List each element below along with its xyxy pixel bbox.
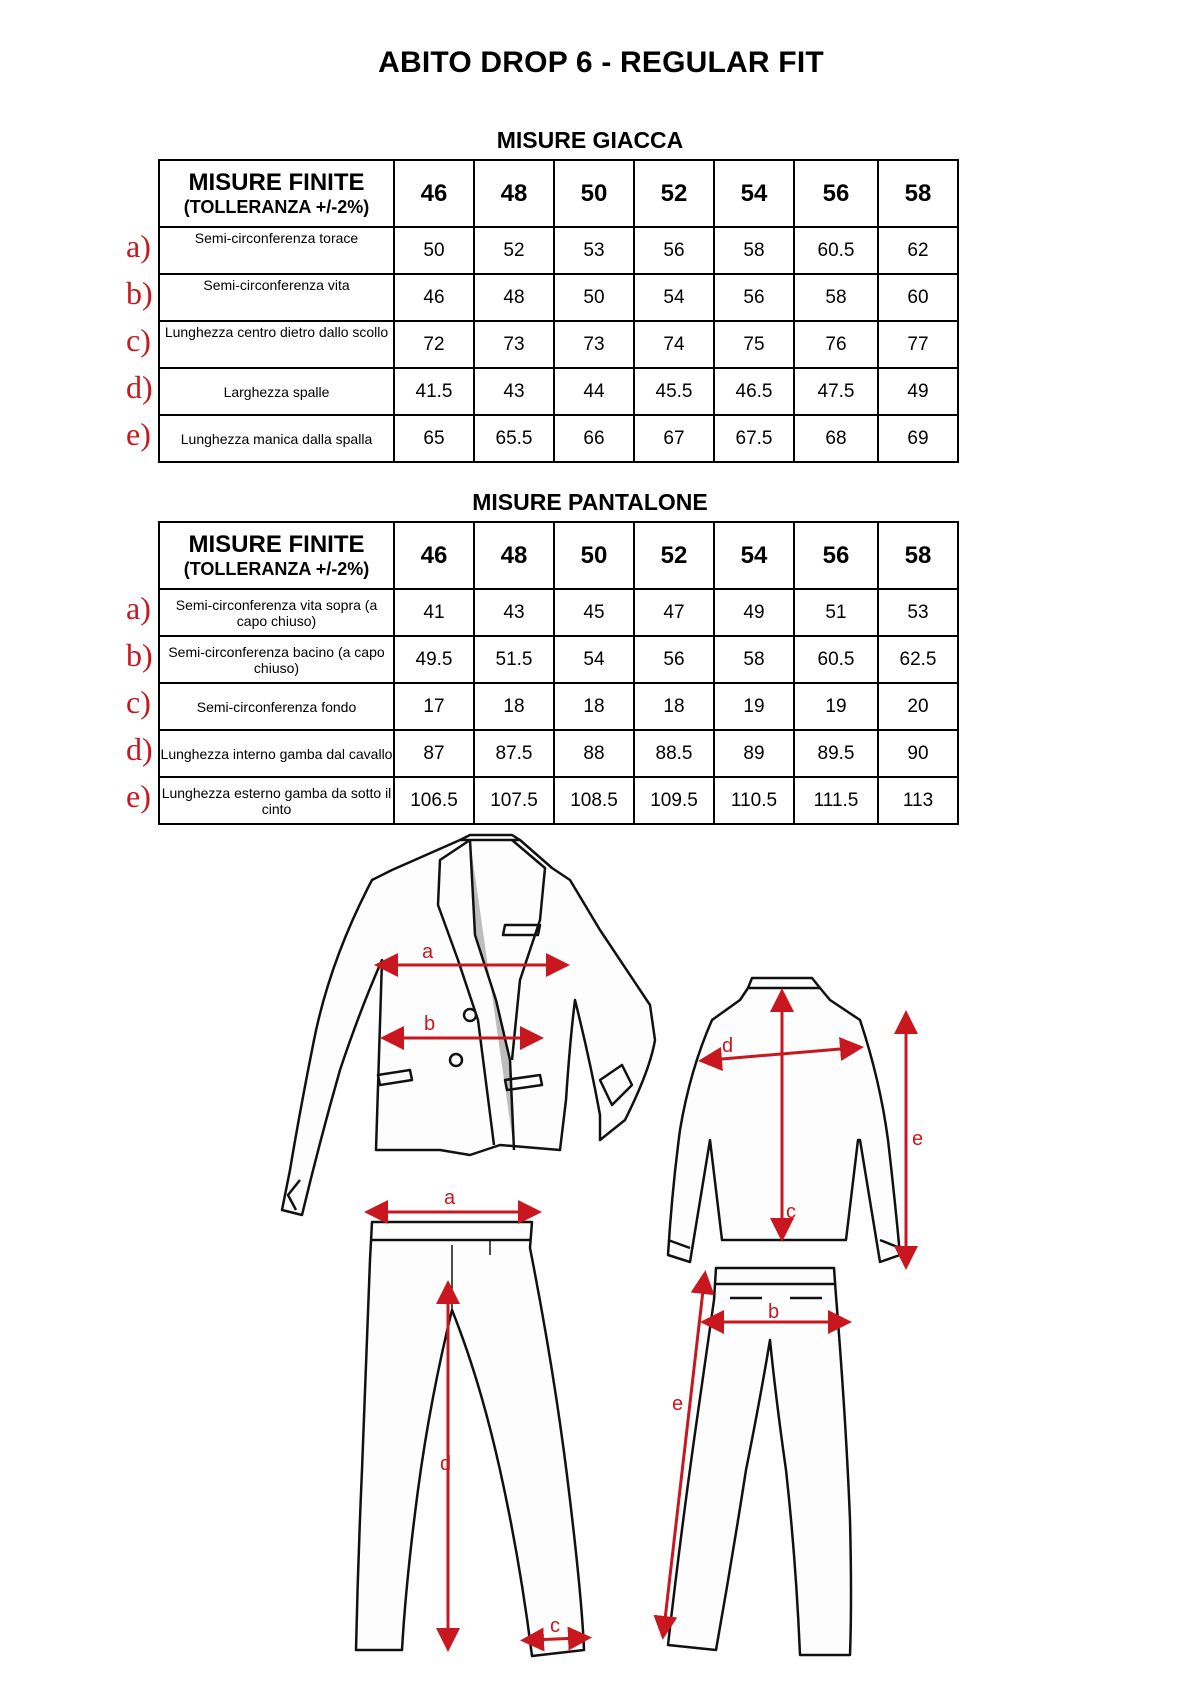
measurement-label: Lunghezza centro dietro dallo scollo bbox=[159, 321, 394, 368]
measurement-label: Lunghezza esterno gamba da sotto il cinto bbox=[159, 777, 394, 824]
size-header: 52 bbox=[634, 522, 714, 589]
value-cell: 62.5 bbox=[878, 636, 958, 683]
measurement-label: Semi-circonferenza vita sopra (a capo chiuso) bbox=[159, 589, 394, 636]
value-cell: 51.5 bbox=[474, 636, 554, 683]
value-cell: 87 bbox=[394, 730, 474, 777]
value-cell: 65.5 bbox=[474, 415, 554, 462]
measurement-label: Semi-circonferenza torace bbox=[159, 227, 394, 274]
value-cell: 43 bbox=[474, 589, 554, 636]
value-cell: 19 bbox=[714, 683, 794, 730]
size-header: 56 bbox=[794, 522, 878, 589]
value-cell: 110.5 bbox=[714, 777, 794, 824]
value-cell: 77 bbox=[878, 321, 958, 368]
value-cell: 49 bbox=[714, 589, 794, 636]
size-header: 46 bbox=[394, 522, 474, 589]
value-cell: 60 bbox=[878, 274, 958, 321]
value-cell: 49 bbox=[878, 368, 958, 415]
value-cell: 73 bbox=[554, 321, 634, 368]
value-cell: 41.5 bbox=[394, 368, 474, 415]
size-header: 54 bbox=[714, 160, 794, 227]
value-cell: 109.5 bbox=[634, 777, 714, 824]
trousers-front-sketch bbox=[356, 1222, 584, 1656]
value-cell: 20 bbox=[878, 683, 958, 730]
value-cell: 48 bbox=[474, 274, 554, 321]
header-tolerance: (TOLLERANZA +/-2%) bbox=[183, 558, 370, 579]
size-header: 52 bbox=[634, 160, 714, 227]
value-cell: 47 bbox=[634, 589, 714, 636]
value-cell: 18 bbox=[474, 683, 554, 730]
value-cell: 73 bbox=[474, 321, 554, 368]
document-title: ABITO DROP 6 - REGULAR FIT bbox=[378, 46, 824, 79]
value-cell: 45 bbox=[554, 589, 634, 636]
value-cell: 108.5 bbox=[554, 777, 634, 824]
measurement-label: Semi-circonferenza fondo bbox=[159, 683, 394, 730]
measurement-label: Semi-circonferenza bacino (a capo chiuso) bbox=[159, 636, 394, 683]
size-header: 48 bbox=[474, 522, 554, 589]
value-cell: 113 bbox=[878, 777, 958, 824]
header-tolerance: (TOLLERANZA +/-2%) bbox=[183, 196, 370, 217]
value-cell: 66 bbox=[554, 415, 634, 462]
trousers-section-title: MISURE PANTALONE bbox=[472, 489, 708, 515]
trousers-back-sketch bbox=[668, 1268, 851, 1655]
value-cell: 106.5 bbox=[394, 777, 474, 824]
measure-label-c: c bbox=[786, 1201, 796, 1223]
value-cell: 41 bbox=[394, 589, 474, 636]
value-cell: 45.5 bbox=[634, 368, 714, 415]
measure-label-c: c bbox=[550, 1615, 560, 1637]
value-cell: 52 bbox=[474, 227, 554, 274]
value-cell: 88 bbox=[554, 730, 634, 777]
value-cell: 72 bbox=[394, 321, 474, 368]
row-marker-c: c) bbox=[126, 684, 151, 720]
value-cell: 111.5 bbox=[794, 777, 878, 824]
jacket-section-title: MISURE GIACCA bbox=[496, 127, 684, 153]
value-cell: 17 bbox=[394, 683, 474, 730]
size-header: 48 bbox=[474, 160, 554, 227]
header-main: MISURE FINITE bbox=[188, 168, 365, 196]
row-marker-b: b) bbox=[126, 637, 153, 673]
measure-label-e: e bbox=[672, 1393, 684, 1415]
value-cell: 58 bbox=[794, 274, 878, 321]
value-cell: 47.5 bbox=[794, 368, 878, 415]
row-marker-d: d) bbox=[126, 369, 153, 405]
size-header: 54 bbox=[714, 522, 794, 589]
value-cell: 58 bbox=[714, 227, 794, 274]
value-cell: 88.5 bbox=[634, 730, 714, 777]
row-marker-a: a) bbox=[126, 228, 151, 264]
row-marker-e: e) bbox=[126, 778, 151, 814]
header-main: MISURE FINITE bbox=[188, 530, 365, 558]
value-cell: 56 bbox=[714, 274, 794, 321]
value-cell: 46.5 bbox=[714, 368, 794, 415]
value-cell: 18 bbox=[554, 683, 634, 730]
measure-label-b: b bbox=[768, 1301, 780, 1323]
size-header: 46 bbox=[394, 160, 474, 227]
value-cell: 107.5 bbox=[474, 777, 554, 824]
measure-label-d: d bbox=[722, 1035, 734, 1057]
measurement-label: Larghezza spalle bbox=[159, 368, 394, 415]
value-cell: 53 bbox=[878, 589, 958, 636]
size-header: 56 bbox=[794, 160, 878, 227]
value-cell: 56 bbox=[634, 227, 714, 274]
value-cell: 60.5 bbox=[794, 227, 878, 274]
value-cell: 19 bbox=[794, 683, 878, 730]
measure-label-d: d bbox=[440, 1453, 452, 1475]
jacket-back-sketch bbox=[668, 978, 900, 1262]
value-cell: 69 bbox=[878, 415, 958, 462]
measure-label-a: a bbox=[422, 941, 434, 963]
value-cell: 87.5 bbox=[474, 730, 554, 777]
value-cell: 68 bbox=[794, 415, 878, 462]
size-header: 58 bbox=[878, 522, 958, 589]
value-cell: 67.5 bbox=[714, 415, 794, 462]
row-marker-d: d) bbox=[126, 731, 153, 767]
value-cell: 49.5 bbox=[394, 636, 474, 683]
value-cell: 74 bbox=[634, 321, 714, 368]
value-cell: 89.5 bbox=[794, 730, 878, 777]
value-cell: 62 bbox=[878, 227, 958, 274]
row-marker-e: e) bbox=[126, 416, 151, 452]
value-cell: 50 bbox=[554, 274, 634, 321]
value-cell: 56 bbox=[634, 636, 714, 683]
value-cell: 76 bbox=[794, 321, 878, 368]
value-cell: 50 bbox=[394, 227, 474, 274]
row-marker-b: b) bbox=[126, 275, 153, 311]
jacket-front-sketch bbox=[282, 835, 655, 1215]
row-marker-a: a) bbox=[126, 590, 151, 626]
measure-label-b: b bbox=[424, 1013, 436, 1035]
size-header: 50 bbox=[554, 522, 634, 589]
value-cell: 54 bbox=[554, 636, 634, 683]
value-cell: 67 bbox=[634, 415, 714, 462]
value-cell: 65 bbox=[394, 415, 474, 462]
value-cell: 90 bbox=[878, 730, 958, 777]
measurement-label: Lunghezza interno gamba dal cavallo bbox=[159, 730, 394, 777]
value-cell: 46 bbox=[394, 274, 474, 321]
size-header: 58 bbox=[878, 160, 958, 227]
measure-label-e: e bbox=[912, 1128, 924, 1150]
measure-label-a: a bbox=[444, 1187, 456, 1209]
value-cell: 58 bbox=[714, 636, 794, 683]
value-cell: 44 bbox=[554, 368, 634, 415]
value-cell: 51 bbox=[794, 589, 878, 636]
measurement-label: Lunghezza manica dalla spalla bbox=[159, 415, 394, 462]
value-cell: 75 bbox=[714, 321, 794, 368]
value-cell: 53 bbox=[554, 227, 634, 274]
value-cell: 43 bbox=[474, 368, 554, 415]
size-header: 50 bbox=[554, 160, 634, 227]
measurement-label: Semi-circonferenza vita bbox=[159, 274, 394, 321]
value-cell: 54 bbox=[634, 274, 714, 321]
value-cell: 60.5 bbox=[794, 636, 878, 683]
value-cell: 18 bbox=[634, 683, 714, 730]
row-marker-c: c) bbox=[126, 322, 151, 358]
value-cell: 89 bbox=[714, 730, 794, 777]
